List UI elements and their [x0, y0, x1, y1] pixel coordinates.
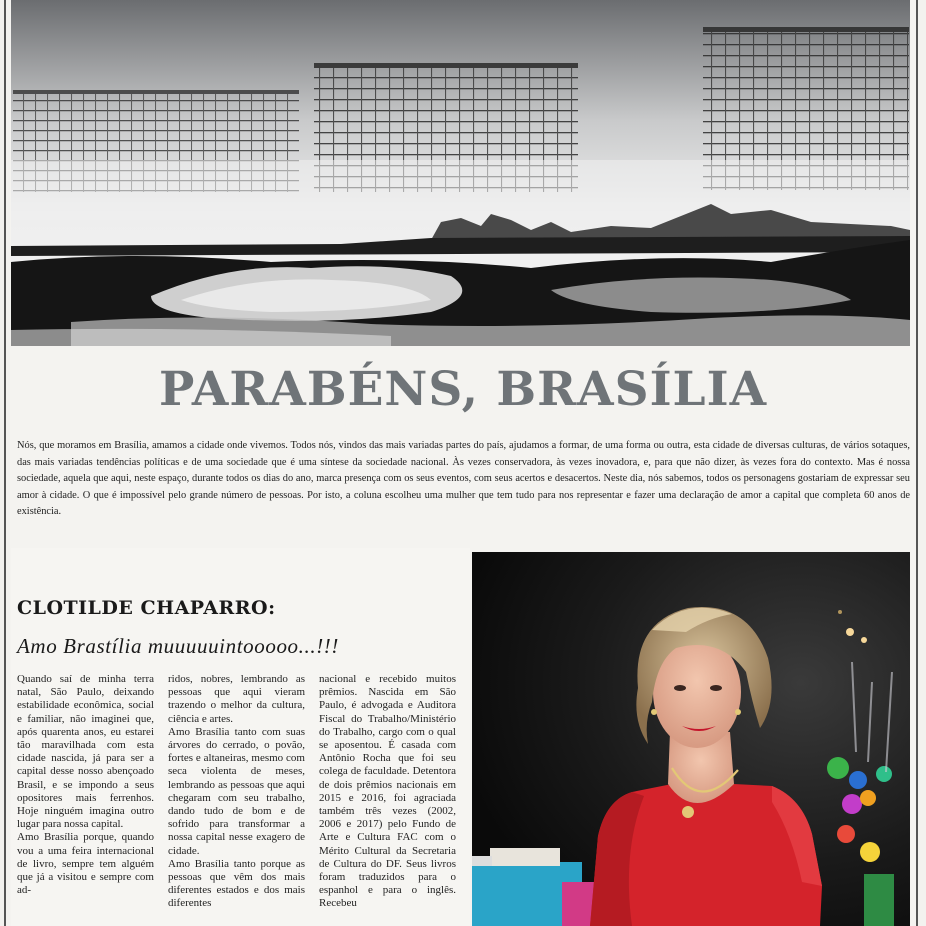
column-paragraph: Amo Brasília tanto porque as pessoas que vêm dos mais diferentes estados e dos mais diferentes [168, 857, 305, 910]
article-column-2 [168, 673, 305, 926]
article-column-1 [17, 673, 154, 926]
page-title: PARABÉNS, BRASÍLIA [158, 362, 768, 417]
column-paragraph: nacional e recebido muitos prêmios. Nascida em São Paulo, é advogada e Auditora Fiscal do Trabalho/Ministério do Trabalho, cargo com o qual se aposentou. É casada com Antônio Rocha que foi seu colega de faculdade. Detentora de dois prêmios nacionais em 2015 e 2016, foi agraciada também três vezes (2002, 2006 e 2017) pelo Fundo de Arte e Cultura FAC com o Mérito Cultural da Secretaria de Cultura do DF. Seus livros foram traduzidos para o espanhol e para o inglês. Recebeu [319, 673, 456, 910]
column-paragraph: Quando saí de minha terra natal, São Paulo, deixando estabilidade econômica, social e familiar, não imaginei que, após quarenta anos, eu estarei tão maravilhada com esta cidade nascida, já para ser a capital desse nosso abençoado Brasil, e se impondo a seus opositores mais ferrenhos. Hoje ninguém imagina outro lugar para nossa capital. [17, 673, 154, 831]
portrait-photo [472, 552, 910, 926]
article-tagline: Amo Brastília muuuuuintooooo...!!! [17, 634, 339, 658]
column-paragraph: Amo Brasília tanto com suas árvores do cerrado, o povão, fortes e altaneiras, mesmo com seca violenta de meses, lembrando as pessoas que aqui chegaram com seu trabalho, dando tudo de bom e de sofrido para transformar a nossa capital nesse exagero de cidade. [168, 725, 305, 857]
author-name: CLOTILDE CHAPARRO: [17, 597, 276, 619]
intro-paragraph: Nós, que moramos em Brasília, amamos a cidade onde vivemos. Todos nós, vindos das mais variadas partes do país, ajudamos a formar, de uma forma ou outra, esta cidade de diversas culturas, de vários sotaques, das mais variadas tendências políticas e de uma sociedade que é uma síntese da sociedade nacional. Às vezes conservadora, às vezes inovadora, e, para que não dizer, às vezes fora do contexto. Mas é nossa sociedade, aquela que aqui, neste espaço, durante todos os dias do ano, marca presença com os seus eventos, com seus acertos e desacertos. Neste dia, nós sabemos, todos os personagens gostariam de expressar seu amor à cidade. O que é impossível pelo grande número de pessoas. Por isto, a coluna escolheu uma mulher que tem tudo para nos representar e fazer uma declaração de amor a capital que completa 60 anos de existência. [17, 440, 910, 518]
article-column-3 [319, 673, 456, 926]
column-paragraph: Amo Brasília porque, quando vou a uma feira internacional de livro, sempre tem alguém que já a visitou e sempre com ad- [17, 831, 154, 897]
hero-construction-photo [11, 0, 910, 346]
column-paragraph: ridos, nobres, lembrando as pessoas que aqui vieram trazendo o melhor da cultura, ciência e artes. [168, 673, 305, 725]
